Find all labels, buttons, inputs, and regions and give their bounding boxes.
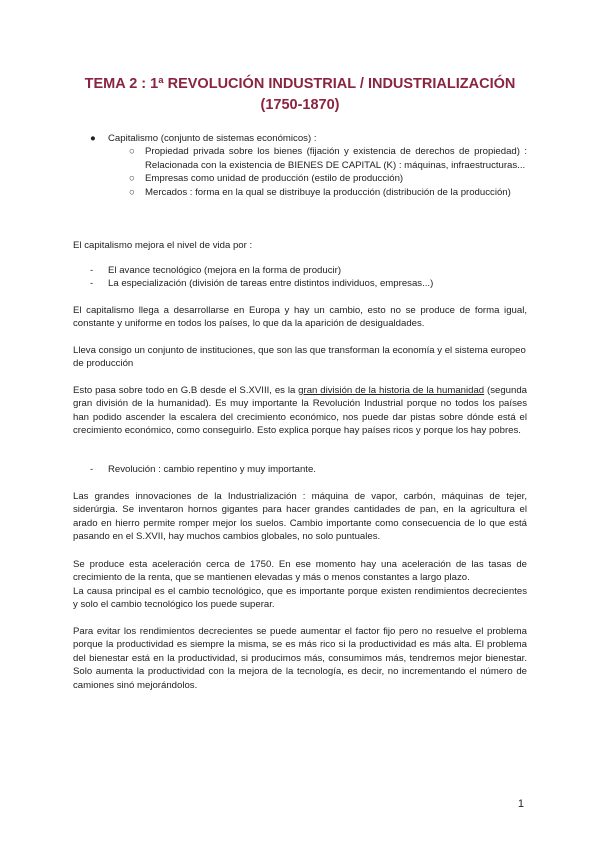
dash-marker: - <box>90 278 94 290</box>
division-text-end: (segunda gran división de la humanidad). Es muy importante la Revolución Industrial porque no todos los países han podido ascender la escalera del crecimiento económico, nos puede dar pistas sobre dónde está el crecimiento económico, como conseguirlo. Esto explica porque hay países ricos y porque los hay pobres. <box>73 385 528 437</box>
sub-item-text: Mercados : forma en la qual se distribuye la producción (distribución de la producción) <box>145 186 511 198</box>
paragraph-mejora: El capitalismo mejora el nivel de vida por : <box>73 240 253 251</box>
paragraph-rendimientos: Para evitar los rendimientos decrecientes se puede aumentar el factor fijo pero no resuelve el problema porque la productividad es siempre la misma, se es más rico si la productividad es más alta. El problema del bienestar está en la productividad, si producimos más, consumimos más, tendremos mejor bienestar. Solo aumenta la productividad con la mejora de la tecnología, es decir, no incrementando el número de camiones sinó mejorándolos. <box>73 626 527 691</box>
sub-list-item <box>73 172 527 185</box>
dash-item-text: Revolución : cambio repentino y muy importante. <box>108 464 316 475</box>
paragraph-aceleracion <box>73 558 527 612</box>
bullet-icon: ● <box>90 133 96 144</box>
dash-item-text: La especialización (división de tareas entre distintos individuos, empresas...) <box>108 278 434 290</box>
dash-list-item <box>73 264 527 277</box>
paragraph-europa: El capitalismo llega a desarrollarse en Europa y hay un cambio, esto no se produce de forma igual, constante y uniforme en todos los países, lo que da la aparición de desigualdades. <box>73 305 527 330</box>
dash-marker: - <box>90 464 94 475</box>
capitalismo-list <box>73 132 527 199</box>
sub-item-text: Empresas como unidad de producción (estilo de producción) <box>145 173 404 185</box>
division-text-start: Esto pasa sobre todo en G.B desde el S.XVIII, es la <box>73 385 299 396</box>
revolucion-list <box>73 463 527 476</box>
sub-list-item <box>73 186 527 199</box>
dash-list-item <box>73 277 527 290</box>
capitalismo-item <box>73 132 527 145</box>
sub-list-item <box>73 145 527 172</box>
circle-bullet-icon: ○ <box>129 186 135 198</box>
paragraph-division <box>73 384 527 438</box>
page-title <box>60 74 540 116</box>
page-number: 1 <box>517 798 524 810</box>
capitalismo-label: Capitalismo (conjunto de sistemas económicos) : <box>108 133 317 144</box>
underlined-phrase: gran división de la historia de la humanidad <box>298 385 485 396</box>
dash-marker: - <box>90 265 94 276</box>
causa-text: La causa principal es el cambio tecnológico, que es importante porque existen rendimientos decrecientes y solo el cambio tecnológico los puede superar. <box>73 585 527 611</box>
title-line-1: TEMA 2 : 1ª REVOLUCIÓN INDUSTRIAL / INDUSTRIALIZACIÓN <box>84 76 516 92</box>
circle-bullet-icon: ○ <box>129 146 135 158</box>
paragraph-innovaciones: Las grandes innovaciones de la Industrialización : máquina de vapor, carbón, máquinas de tejer, siderúrgia. Se inventaron hornos gigantes para hacer grandes cantidades de pan, en la agricultura el arado en hierro permite romper mejor los suelos. Cambio importante como consecuencia de lo que está pasando en el S.XVII, hay muchos cambios globales, no solo puntuales. <box>73 491 527 543</box>
mejora-list <box>73 264 527 291</box>
sub-item-text: Propiedad privada sobre los bienes (fijación y existencia de derechos de propiedad) : Relacionada con la existencia de BIENES DE CAPITAL (K) : máquinas, infraestructuras... <box>145 146 527 171</box>
dash-item-text: El avance tecnológico (mejora en la forma de producir) <box>108 265 342 276</box>
aceleracion-text: Se produce esta aceleración cerca de 1750. En ese momento hay una aceleración de las tasas de crecimiento de la renta, que se mantienen elevadas y más o menos constantes a largo plazo. <box>73 559 527 584</box>
paragraph-instituciones: Lleva consigo un conjunto de instituciones, que son las que transforman la economía y el sistema europeo de producción <box>73 345 526 370</box>
circle-bullet-icon: ○ <box>129 173 135 185</box>
dash-list-item <box>73 463 527 476</box>
title-line-2: (1750-1870) <box>260 97 340 113</box>
